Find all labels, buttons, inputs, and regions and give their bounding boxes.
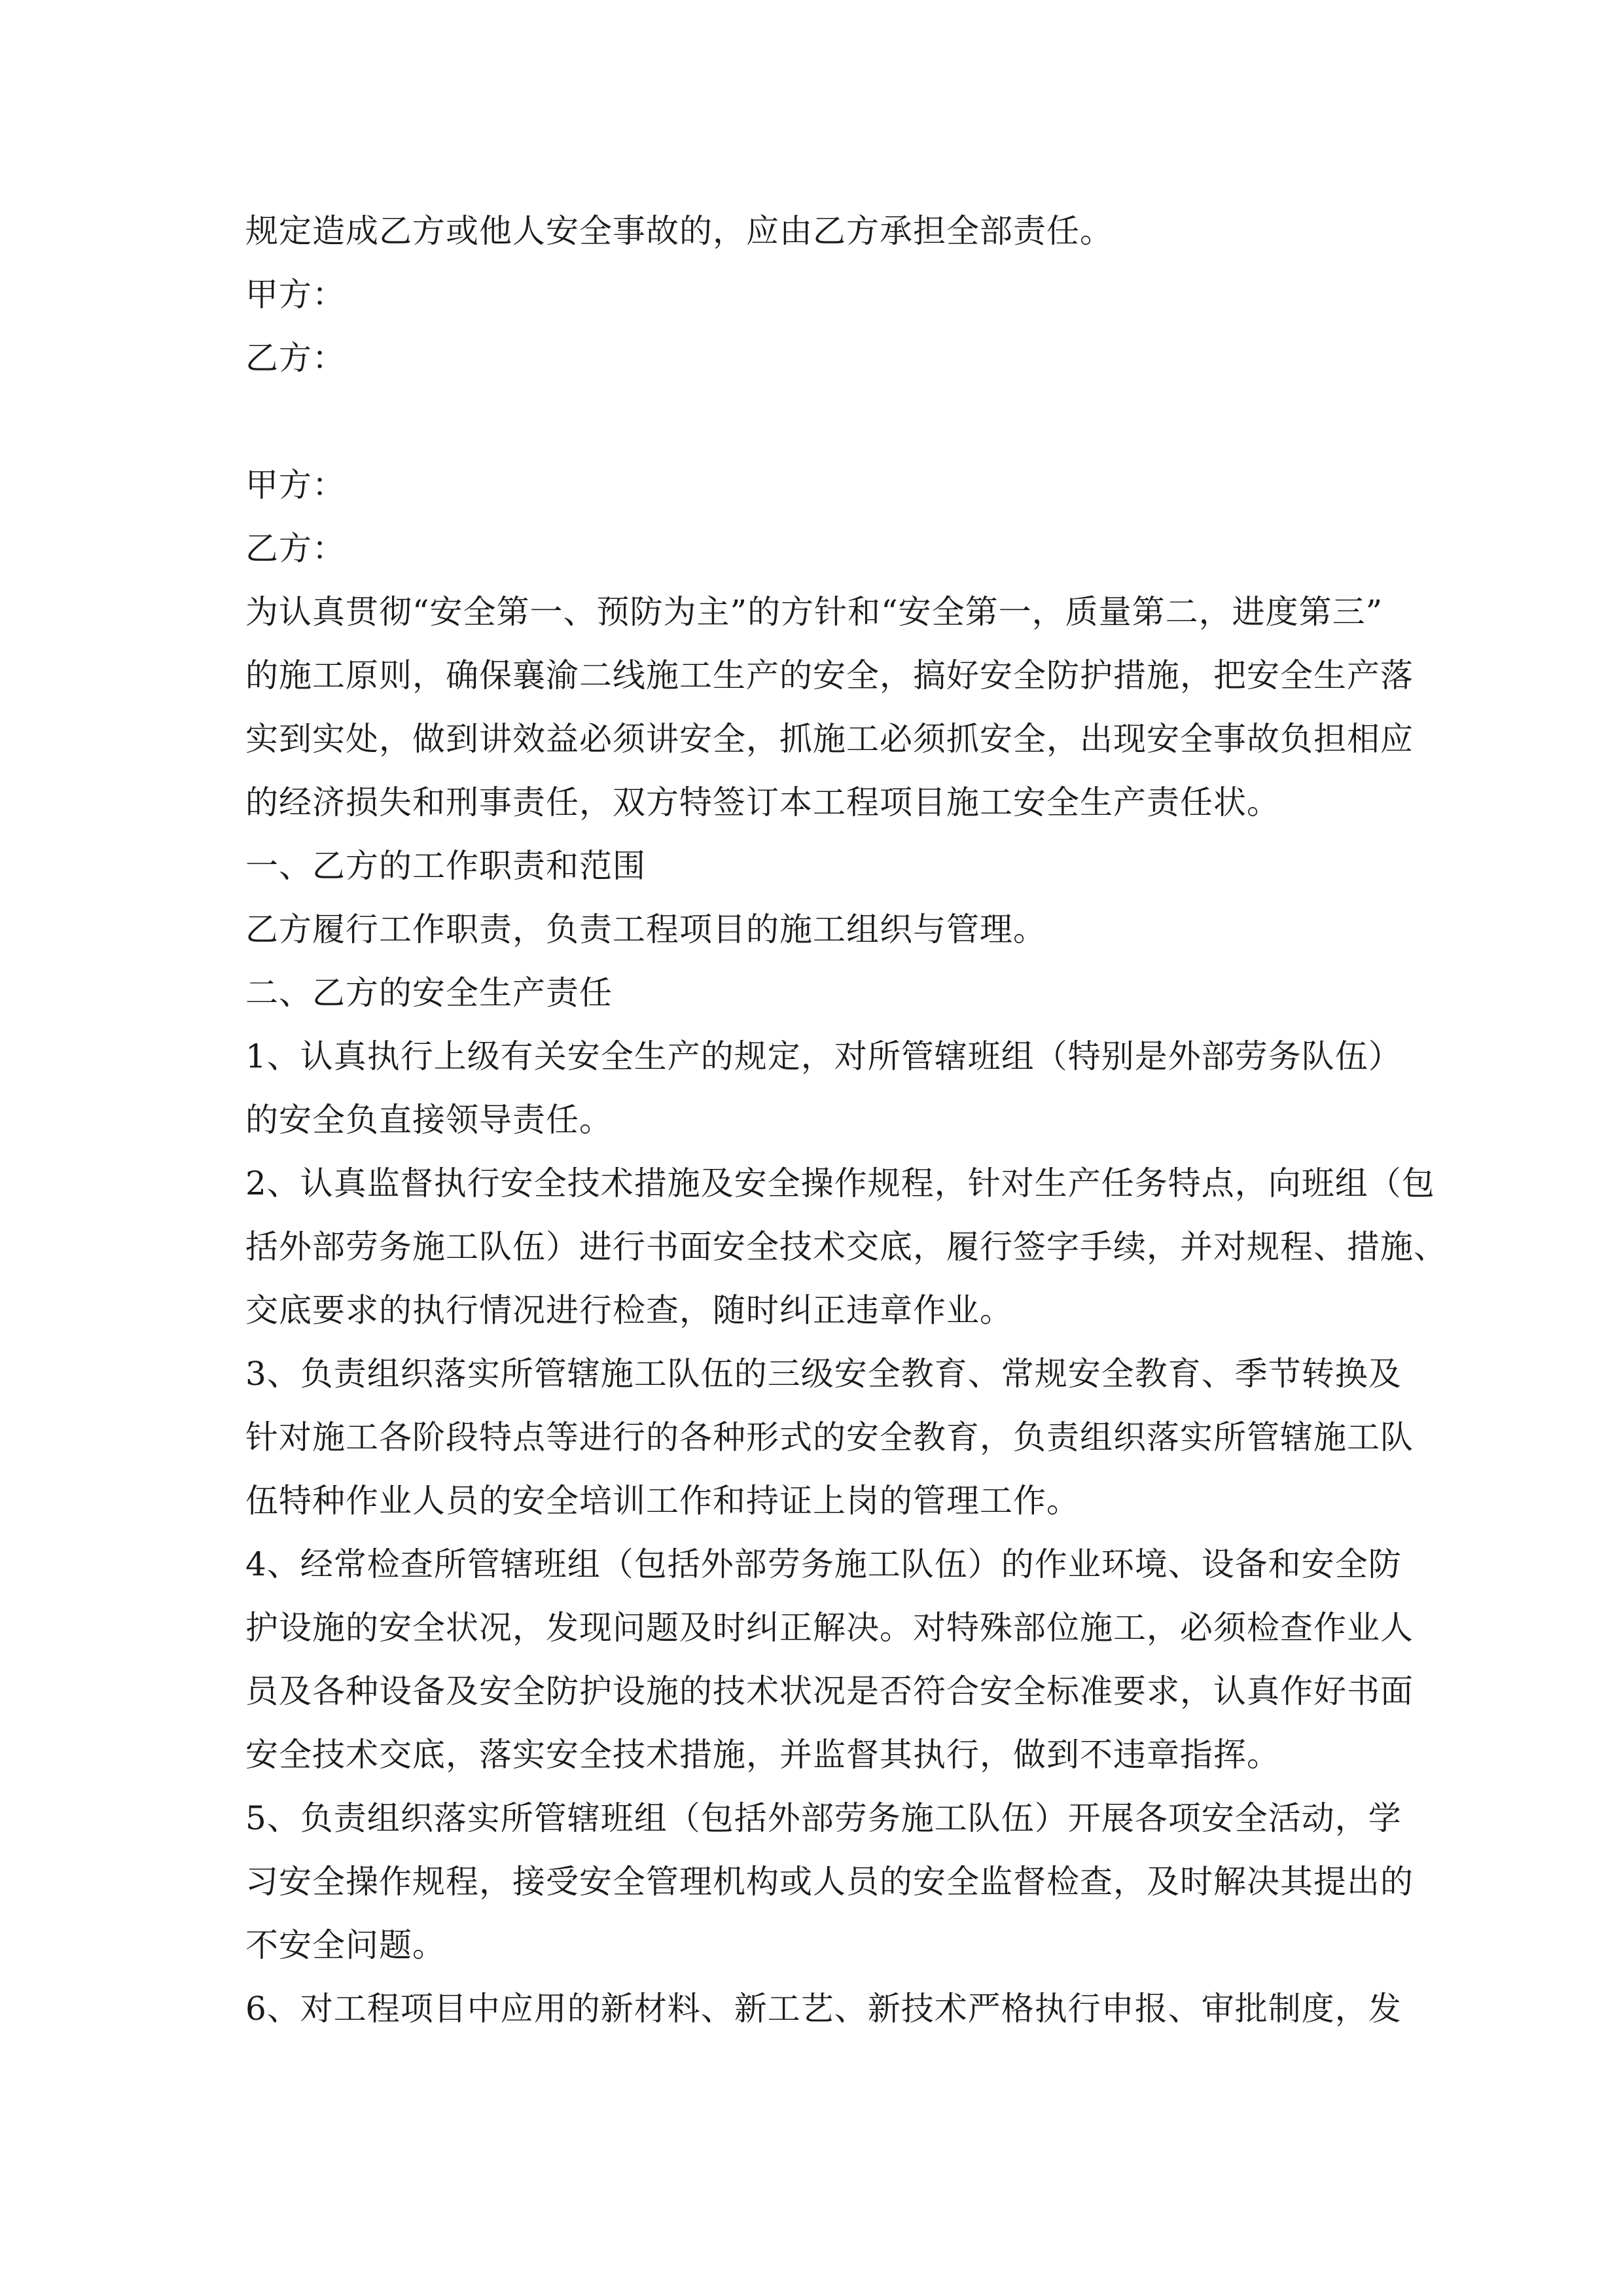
section-heading: 二、乙方的安全生产责任 [245, 974, 613, 1012]
text-line: 1、认真执行上级有关安全生产的规定，对所管辖班组（特别是外部劳务队伍） [245, 1037, 1402, 1075]
text-line: 3、负责组织落实所管辖施工队伍的三级安全教育、常规安全教育、季节转换及 [245, 1355, 1402, 1393]
text-line: 的经济损失和刑事责任，双方特签订本工程项目施工安全生产责任状。 [245, 783, 1280, 821]
text-line: 伍特种作业人员的安全培训工作和持证上岗的管理工作。 [245, 1482, 1080, 1520]
text-line: 乙方： [245, 339, 346, 377]
text-line: 5、负责组织落实所管辖班组（包括外部劳务施工队伍）开展各项安全活动，学 [245, 1799, 1402, 1837]
blank-line [245, 390, 1378, 454]
text-line: 习安全操作规程，接受安全管理机构或人员的安全监督检查，及时解决其提出的 [245, 1863, 1414, 1901]
text-line: 安全技术交底，落实安全技术措施，并监督其执行，做到不违章指挥。 [245, 1736, 1280, 1774]
text-line: 护设施的安全状况，发现问题及时纠正解决。对特殊部位施工，必须检查作业人 [245, 1609, 1414, 1647]
text-line: 为认真贯彻“安全第一、预防为主”的方针和“安全第一，质量第二，进度第三” [245, 593, 1383, 631]
text-line: 2、认真监督执行安全技术措施及安全操作规程，针对生产任务特点，向班组（包 [245, 1164, 1435, 1202]
text-line: 实到实处，做到讲效益必须讲安全，抓施工必须抓安全，出现安全事故负担相应 [245, 720, 1414, 758]
text-line: 乙方履行工作职责，负责工程项目的施工组织与管理。 [245, 910, 1046, 948]
text-line: 交底要求的执行情况进行检查，随时纠正违章作业。 [245, 1291, 1013, 1329]
text-line: 括外部劳务施工队伍）进行书面安全技术交底，履行签字手续，并对规程、措施、 [245, 1228, 1447, 1266]
text-line: 规定造成乙方或他人安全事故的，应由乙方承担全部责任。 [245, 212, 1113, 250]
document-body [245, 200, 1447, 2041]
text-line: 6、对工程项目中应用的新材料、新工艺、新技术严格执行申报、审批制度，发 [245, 1990, 1402, 2028]
text-line: 员及各种设备及安全防护设施的技术状况是否符合安全标准要求，认真作好书面 [245, 1672, 1414, 1710]
text-line: 的安全负直接领导责任。 [245, 1101, 613, 1139]
text-line: 不安全问题。 [245, 1926, 446, 1964]
text-line: 甲方： [245, 466, 346, 504]
text-line: 4、经常检查所管辖班组（包括外部劳务施工队伍）的作业环境、设备和安全防 [245, 1545, 1402, 1583]
text-line: 针对施工各阶段特点等进行的各种形式的安全教育，负责组织落实所管辖施工队 [245, 1418, 1414, 1456]
text-line: 乙方： [245, 529, 346, 567]
text-line: 甲方： [245, 276, 346, 314]
section-heading: 一、乙方的工作职责和范围 [245, 847, 646, 885]
text-line: 的施工原则，确保襄渝二线施工生产的安全，搞好安全防护措施，把安全生产落 [245, 656, 1414, 694]
